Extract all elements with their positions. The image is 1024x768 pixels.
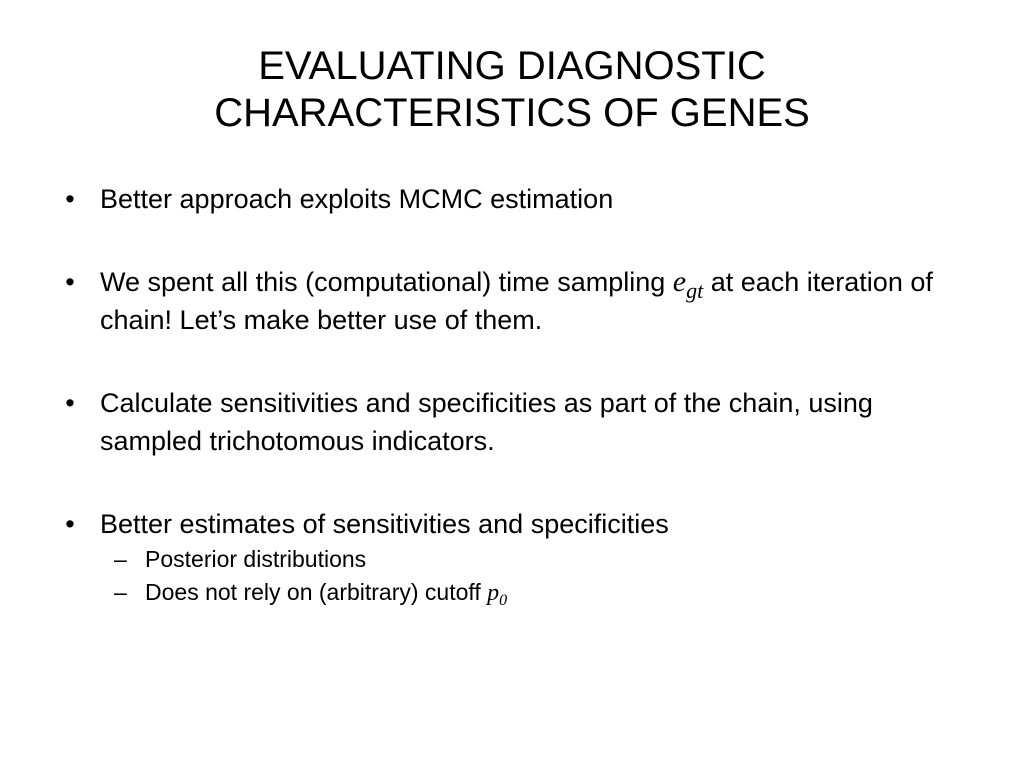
- slide-title: [100, 43, 924, 137]
- math-base: p: [487, 580, 500, 606]
- dash-icon: –: [114, 546, 127, 572]
- bullet-text-before: We spent all this (computational) time sampling: [100, 267, 673, 297]
- bullet-item-sampling: [55, 263, 955, 339]
- title-line-1: EVALUATING DIAGNOSTIC: [258, 44, 766, 88]
- bullet-text: Calculate sensitivities and specificities as part of the chain, using sampled trichotomous indicators.: [100, 388, 873, 456]
- bullet-text-after: at each iteration of chain! Let’s make better use of them.: [100, 267, 933, 335]
- sub-bullet-text: Posterior distributions: [145, 546, 367, 572]
- dash-icon: –: [114, 579, 127, 605]
- bullet-icon: •: [65, 267, 75, 297]
- bullet-item-mcmc: [55, 180, 955, 218]
- bullet-text: Better approach exploits MCMC estimation: [100, 184, 614, 214]
- title-line-2: CHARACTERISTICS OF GENES: [214, 91, 810, 135]
- math-subscript: gt: [686, 278, 704, 303]
- math-base: e: [672, 265, 687, 298]
- sub-bullet-list: [100, 543, 955, 610]
- math-p0: [487, 580, 508, 609]
- bullet-list: [55, 180, 955, 610]
- bullet-text: Better estimates of sensitivities and specificities: [100, 509, 669, 539]
- bullet-item-calculate: [55, 384, 955, 460]
- sub-bullet-cutoff: [100, 576, 955, 610]
- math-e-gt: [672, 265, 704, 303]
- math-subscript: 0: [499, 592, 508, 609]
- sub-bullet-posterior: [100, 543, 955, 576]
- bullet-icon: •: [65, 388, 75, 418]
- sub-bullet-text: Does not rely on (arbitrary) cutoff: [145, 579, 488, 605]
- bullet-item-estimates: [55, 505, 955, 610]
- bullet-icon: •: [65, 509, 75, 539]
- bullet-icon: •: [65, 184, 75, 214]
